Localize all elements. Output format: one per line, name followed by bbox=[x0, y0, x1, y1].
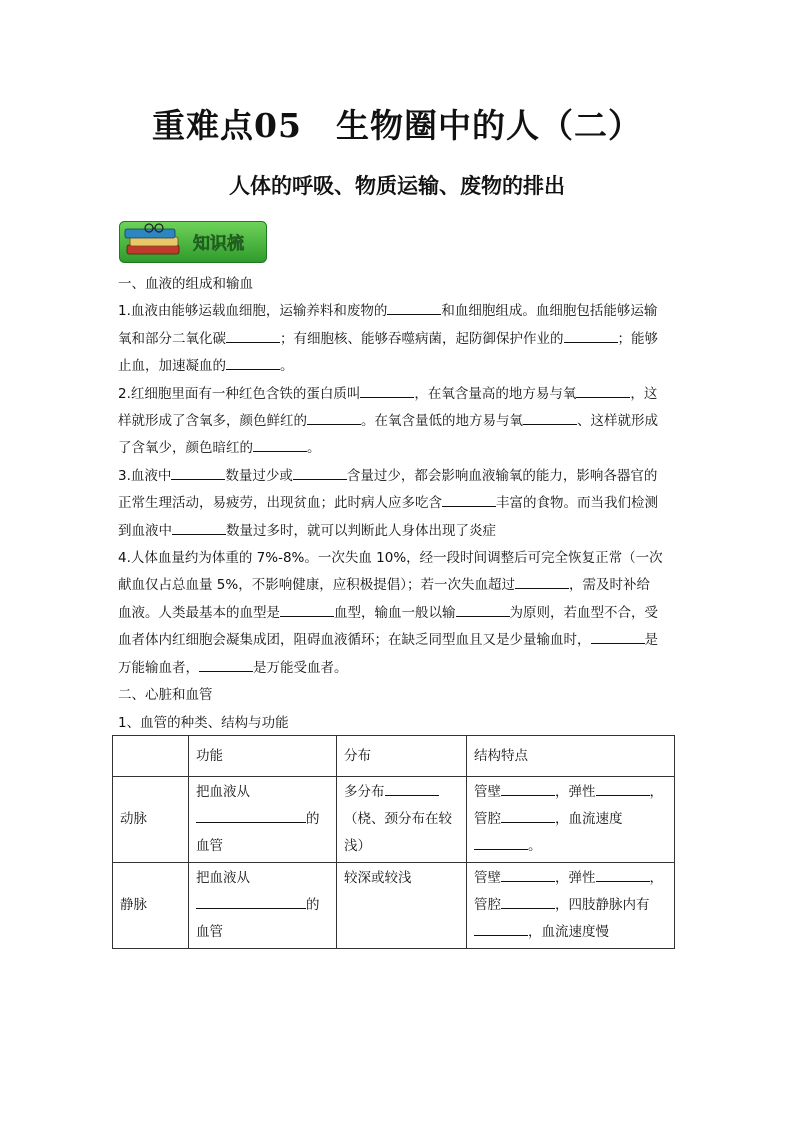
blank[interactable] bbox=[576, 383, 630, 398]
blood-vessel-table bbox=[112, 735, 675, 949]
section-heading: 二、心脏和血管 bbox=[118, 687, 213, 704]
blank[interactable] bbox=[172, 520, 226, 535]
blank[interactable] bbox=[226, 328, 280, 343]
vessel-name: 动脉 bbox=[113, 777, 189, 863]
blank[interactable] bbox=[199, 657, 253, 672]
section-heading: 一、血液的组成和输血 bbox=[118, 276, 253, 292]
blank[interactable] bbox=[226, 355, 280, 370]
function-cell: 把血液从 的 血管 bbox=[189, 777, 337, 863]
blank[interactable] bbox=[596, 781, 650, 796]
section-blood bbox=[118, 271, 676, 737]
blank[interactable] bbox=[171, 465, 225, 480]
subsection-heading: 1、血管的种类、结构与功能 bbox=[118, 714, 289, 731]
table-row-artery bbox=[113, 777, 675, 863]
blank[interactable] bbox=[501, 894, 555, 909]
distribution-cell: 多分布 （桡、颈分布在较 浅） bbox=[337, 777, 467, 863]
table-header-row bbox=[113, 736, 675, 777]
table-row-vein bbox=[113, 863, 675, 949]
table-header-cell: 结构特点 bbox=[467, 736, 675, 777]
function-cell: 把血液从 的 血管 bbox=[189, 863, 337, 949]
blank[interactable] bbox=[385, 781, 439, 796]
blank[interactable] bbox=[564, 328, 618, 343]
table-header-cell bbox=[113, 736, 189, 777]
table-header-cell: 功能 bbox=[189, 736, 337, 777]
page-title: 重难点05 生物圈中的人（二） bbox=[152, 106, 642, 145]
blank[interactable] bbox=[591, 629, 645, 644]
knowledge-badge bbox=[119, 221, 267, 263]
blank[interactable] bbox=[360, 383, 414, 398]
distribution-cell: 较深或较浅 bbox=[337, 863, 467, 949]
blank[interactable] bbox=[456, 602, 510, 617]
blank[interactable] bbox=[387, 300, 441, 315]
blank[interactable] bbox=[307, 410, 361, 425]
blank[interactable] bbox=[523, 410, 577, 425]
paragraph-3: 3.血液中 数量过少或 含量过少，都会影响血液输氧的能力，影响各器官的 正常生理活动，易疲劳，出现贫血；此时病人应多吃含 丰富的食物。而当我们检测 到血液中 数量过多时，就可以判断此人身体出现了炎症 bbox=[118, 463, 676, 545]
structure-cell: 管壁 ，弹性 ， 管腔 ，血流速度 。 bbox=[467, 777, 675, 863]
blank[interactable] bbox=[474, 835, 528, 850]
blank[interactable] bbox=[515, 574, 569, 589]
blank[interactable] bbox=[596, 867, 650, 882]
blank[interactable] bbox=[280, 602, 334, 617]
paragraph-4: 4.人体血量约为体重的 7%-8%。一次失血 10%，经一段时间调整后可完全恢复正常（一次 献血仅占总血量 5%，不影响健康，应积极提倡）；若一次失血超过 ，需及时补给 血液。人类最基本的血型是 血型，输血一般以输 为原则，若血型不合，受 血者体内红细胞会凝集成团，阻碍血液循环；在缺乏同型血且又是少量输血时， 是 万能输血者， 是万能受血者。 bbox=[118, 550, 663, 676]
blank[interactable] bbox=[501, 781, 555, 796]
blank[interactable] bbox=[442, 492, 496, 507]
structure-cell: 管壁 ，弹性 ， 管腔 ，四肢静脉内有 ，血流速度慢 bbox=[467, 863, 675, 949]
blank[interactable] bbox=[474, 921, 528, 936]
blank[interactable] bbox=[196, 808, 306, 823]
paragraph-1: 1.血液由能够运载血细胞，运输养料和废物的 和血细胞组成。血细胞包括能够运输 氧和部分二氧化碳 ；有细胞核、能够吞噬病菌，起防御保护作业的 ；能够 止血，加速凝血的 。 bbox=[118, 298, 676, 380]
page-subtitle: 人体的呼吸、物质运输、废物的排出 bbox=[229, 173, 565, 198]
blank[interactable] bbox=[501, 808, 555, 823]
paragraph-2: 2.红细胞里面有一种红色含铁的蛋白质叫 ，在氧含量高的地方易与氧 ，这 样就形成了含氧多，颜色鲜红的 。在氧含量低的地方易与氧 、这样就形成 了含氧少，颜色暗红的 。 bbox=[118, 381, 676, 463]
blank[interactable] bbox=[196, 894, 306, 909]
blank[interactable] bbox=[253, 437, 307, 452]
badge-label: 知识梳 bbox=[193, 234, 244, 254]
blank[interactable] bbox=[501, 867, 555, 882]
blank[interactable] bbox=[293, 465, 347, 480]
vessel-name: 静脉 bbox=[113, 863, 189, 949]
table-header-cell: 分布 bbox=[337, 736, 467, 777]
